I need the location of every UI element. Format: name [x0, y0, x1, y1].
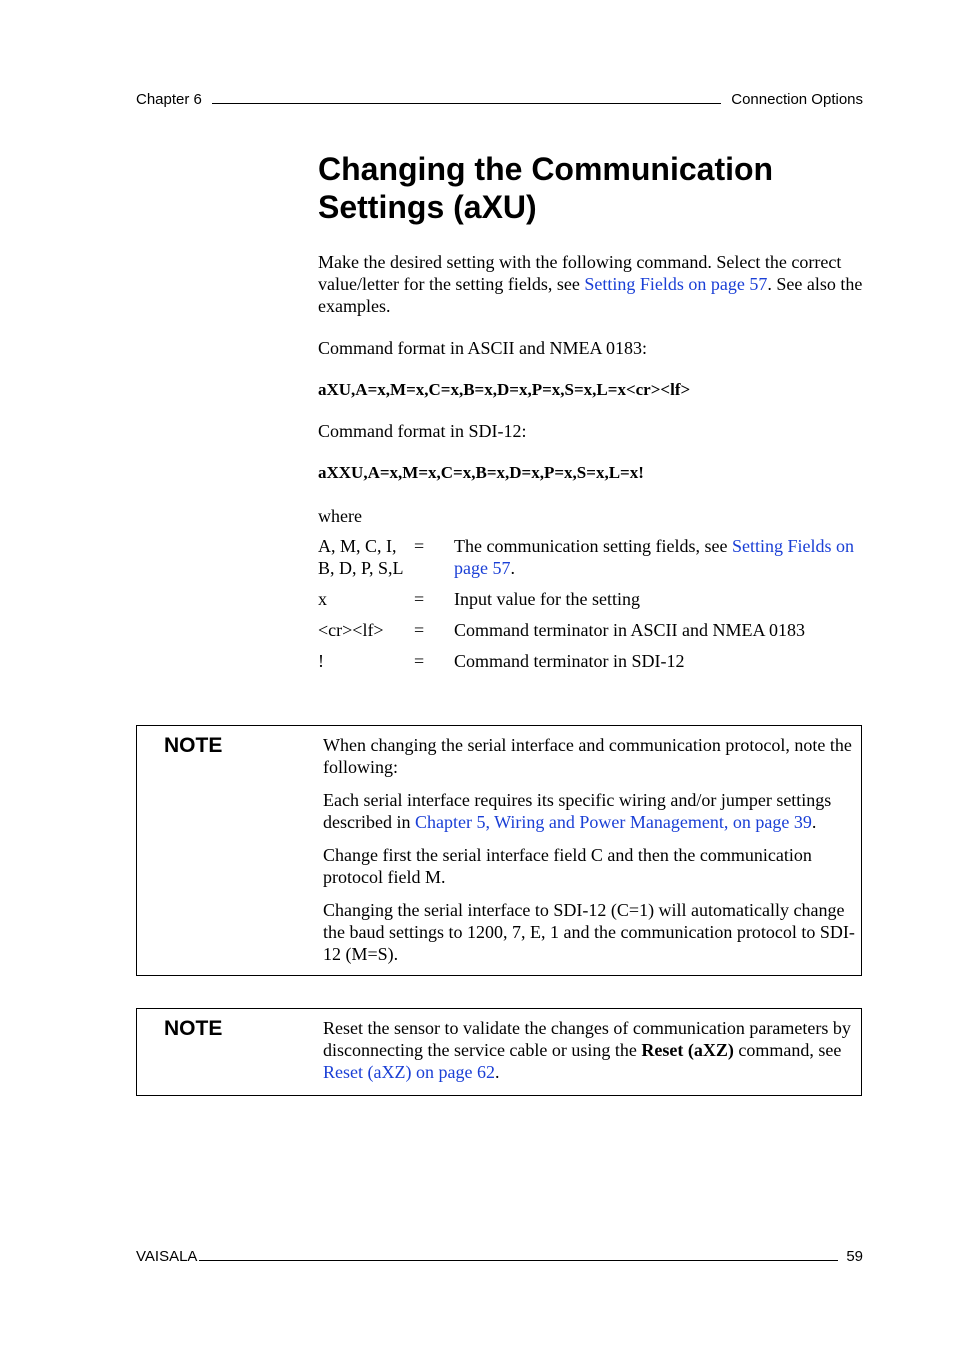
definition-list [318, 535, 863, 681]
definition-term: ! [318, 651, 324, 671]
reset-command-name: Reset (aXZ) [641, 1040, 734, 1060]
title-line-1: Changing the Communication [318, 151, 774, 187]
definition-desc-tail: . [510, 558, 515, 578]
note-paragraph: Changing the serial interface to SDI-12 (C=1) will automatically change the baud settings to 1200, 7, E, 1 and the communication protocol to SDI-12 (M=S). [323, 900, 855, 964]
definition-equals: = [414, 536, 425, 556]
note-text: Reset the sensor to validate the changes of communication parameters by disconnecting the service cable or using the [323, 1018, 851, 1060]
page-footer [136, 1243, 863, 1265]
sdi-command: aXXU,A=x,M=x,C=x,B=x,D=x,P=x,S=x,L=x! [318, 463, 644, 482]
ascii-label: Command format in ASCII and NMEA 0183: [318, 338, 647, 358]
definition-equals: = [414, 589, 425, 609]
note-text: Each serial interface requires its specific wiring and/or jumper settings described in [323, 790, 832, 832]
section-title [318, 150, 878, 226]
setting-fields-link[interactable]: Setting Fields on page 57 [584, 274, 768, 294]
footer-rule [199, 1260, 838, 1261]
note-label: NOTE [164, 734, 223, 757]
reset-link[interactable]: Reset (aXZ) on page 62 [323, 1062, 495, 1082]
definition-desc: Command terminator in ASCII and NMEA 0183 [454, 620, 805, 640]
note-paragraph: Change first the serial interface field C and then the communication protocol field M. [323, 845, 812, 887]
note-text: . [811, 812, 817, 832]
definition-row [318, 588, 863, 610]
header-chapter: Chapter 6 [136, 91, 202, 108]
note-body [323, 734, 861, 976]
definition-row [318, 619, 863, 641]
definition-equals: = [414, 620, 425, 640]
note-paragraph: When changing the serial interface and communication protocol, note the following: [323, 735, 852, 777]
note-paragraph [323, 789, 861, 833]
setting-fields-link-2[interactable]: Setting Fields on page 57 [454, 536, 854, 578]
sdi-label: Command format in SDI-12: [318, 421, 527, 441]
note-text: . [494, 1062, 500, 1082]
definition-desc-text: The communication setting fields, see [454, 536, 732, 556]
definition-desc: Command terminator in SDI-12 [454, 651, 685, 671]
note-text: command, see [733, 1040, 842, 1060]
definition-term: A, M, C, I, B, D, P, S,L [318, 536, 404, 578]
ascii-command: aXU,A=x,M=x,C=x,B=x,D=x,P=x,S=x,L=x<cr><lf> [318, 380, 691, 399]
footer-company: VAISALA [136, 1248, 198, 1265]
intro-text-b: . See also the examples. [318, 274, 863, 316]
definition-desc: Input value for the setting [454, 589, 640, 609]
definition-row [318, 650, 863, 672]
header-section: Connection Options [731, 91, 863, 108]
header-rule [212, 103, 721, 104]
chapter5-link[interactable]: Chapter 5, Wiring and Power Management, on page 39 [414, 812, 812, 832]
definition-desc [454, 535, 863, 579]
page-number: 59 [846, 1248, 863, 1265]
intro-text-a: Make the desired setting with the following command. Select the correct value/letter for the setting fields, see [318, 252, 842, 294]
definition-term: <cr><lf> [318, 620, 384, 640]
note-box-serial [136, 725, 862, 976]
note-body [323, 1017, 861, 1083]
note-paragraph [323, 1017, 861, 1083]
note-box-reset [136, 1008, 862, 1096]
intro-paragraph [318, 251, 863, 317]
definition-term: x [318, 589, 327, 609]
definition-row [318, 535, 863, 579]
page-header [136, 86, 863, 108]
where-label: where [318, 506, 362, 526]
definition-equals: = [414, 651, 425, 671]
title-line-2: Settings (aXU) [318, 189, 537, 225]
note-label: NOTE [164, 1017, 223, 1040]
